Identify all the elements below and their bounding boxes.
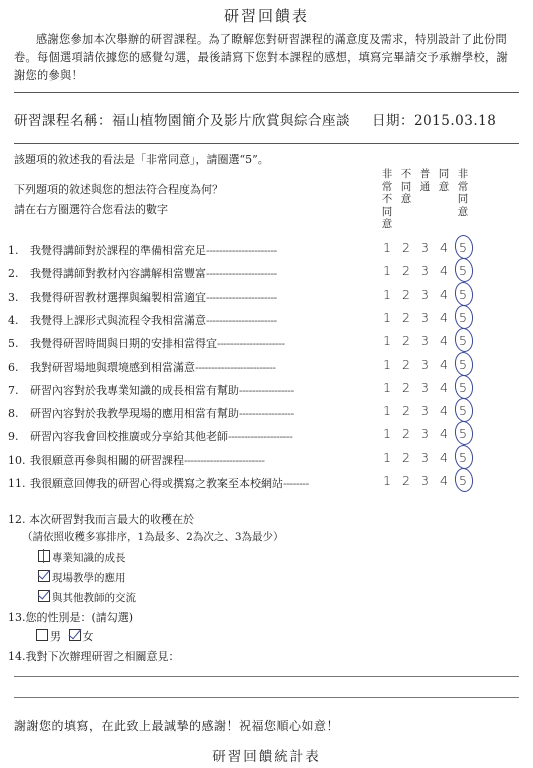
rating-option-3[interactable]: 3 bbox=[421, 240, 429, 255]
survey-row bbox=[8, 473, 508, 493]
handwritten-circle-icon bbox=[453, 327, 474, 353]
course-name: 研習課程名稱：福山植物園簡介及影片欣賞與綜合座談 bbox=[14, 113, 350, 129]
question-header bbox=[14, 180, 223, 220]
rating-option-2[interactable]: 2 bbox=[402, 333, 410, 349]
rating-option-2[interactable]: 2 bbox=[402, 263, 410, 279]
leader-dashes: -------------------- bbox=[228, 430, 293, 444]
leader-dashes: -------- bbox=[283, 477, 309, 490]
item-statement: 我覺得講師對教材內容講解相當豐富 bbox=[30, 267, 206, 281]
rating-option-2[interactable]: 2 bbox=[402, 356, 410, 372]
item-statement: 我覺得上課形式與流程令我相當滿意 bbox=[30, 313, 206, 327]
item-statement: 我覺得研習教材選擇與編製相當適宜 bbox=[30, 290, 206, 304]
course-date: 日期：2015.03.18 bbox=[372, 113, 497, 129]
rating-option-1[interactable]: 1 bbox=[383, 426, 391, 442]
handwritten-rank-mark bbox=[43, 549, 53, 563]
rating-option-5[interactable]: 5 bbox=[459, 356, 467, 372]
item-number: 7. bbox=[8, 383, 19, 397]
survey-row bbox=[8, 380, 508, 400]
q13-options bbox=[36, 628, 94, 644]
answer-line[interactable] bbox=[14, 676, 519, 677]
divider bbox=[14, 143, 519, 144]
survey-row bbox=[8, 333, 508, 353]
rating-option-3[interactable]: 3 bbox=[421, 403, 429, 419]
item-number: 6. bbox=[8, 360, 19, 374]
rating-option-2[interactable]: 2 bbox=[402, 449, 410, 465]
rating-option-1[interactable]: 1 bbox=[383, 309, 391, 325]
item-number: 4. bbox=[8, 313, 19, 327]
handwritten-circle-icon bbox=[453, 397, 474, 423]
item-statement: 我覺得研習時間與日期的安排相當得宜 bbox=[30, 337, 217, 351]
handwritten-circle-icon bbox=[453, 234, 474, 260]
q12-option-3[interactable]: 與其他教師的交流 bbox=[38, 590, 136, 605]
item-number: 11. bbox=[8, 477, 26, 490]
rating-option-1[interactable]: 1 bbox=[383, 356, 391, 372]
handwritten-circle-icon bbox=[453, 304, 474, 330]
survey-item-text bbox=[8, 359, 275, 375]
survey-item-text bbox=[8, 265, 277, 281]
rating-option-5[interactable]: 5 bbox=[459, 309, 467, 325]
leader-dashes: ------------------------- bbox=[195, 360, 276, 374]
scale-header-1: 非常不同意 bbox=[381, 168, 393, 230]
handwritten-circle-icon bbox=[453, 467, 474, 493]
rank-box[interactable] bbox=[38, 590, 50, 602]
course-info bbox=[14, 109, 496, 129]
rating-option-1[interactable]: 1 bbox=[383, 240, 391, 255]
rating-option-1[interactable]: 1 bbox=[383, 286, 391, 302]
closing-message: 謝謝您的填寫，在此致上最誠摯的感謝！祝福您順心如意！ bbox=[14, 719, 340, 733]
rating-option-3[interactable]: 3 bbox=[421, 263, 429, 279]
rating-option-3[interactable]: 3 bbox=[421, 356, 429, 372]
rating-option-5[interactable]: 5 bbox=[459, 240, 467, 255]
item-number: 8. bbox=[8, 407, 19, 421]
leader-dashes: ------------------------- bbox=[184, 453, 265, 467]
rating-option-3[interactable]: 3 bbox=[421, 449, 429, 465]
survey-item-text bbox=[8, 382, 294, 398]
survey-item-text bbox=[8, 452, 264, 468]
handwritten-circle-icon bbox=[453, 280, 474, 306]
survey-item-text bbox=[8, 289, 277, 305]
rating-option-4[interactable]: 4 bbox=[440, 263, 448, 279]
handwritten-rank-mark bbox=[38, 566, 50, 579]
rating-option-2[interactable]: 2 bbox=[402, 379, 410, 395]
answer-line[interactable] bbox=[14, 697, 519, 698]
survey-row bbox=[8, 310, 508, 330]
survey-item-text bbox=[8, 312, 277, 328]
rating-option-4[interactable]: 4 bbox=[440, 426, 448, 442]
item-statement: 研習內容我會回校推廣或分享給其他老師 bbox=[30, 430, 228, 444]
rating-option-4[interactable]: 4 bbox=[440, 379, 448, 395]
male-checkbox[interactable] bbox=[36, 629, 48, 641]
rating-option-5[interactable]: 5 bbox=[459, 403, 467, 419]
scale-header-4: 同意 bbox=[438, 168, 450, 193]
female-label: 女 bbox=[82, 630, 94, 643]
leader-dashes: --------------------- bbox=[217, 337, 285, 351]
question-header-line2: 請在右方圈選符合您看法的數字 bbox=[14, 203, 168, 216]
q12-instruction: （請依照收穫多寡排序，1為最多、2為次之、3為最少） bbox=[22, 531, 284, 543]
rating-option-1[interactable]: 1 bbox=[383, 449, 391, 465]
question-12 bbox=[8, 509, 194, 531]
rating-option-5[interactable]: 5 bbox=[459, 379, 467, 395]
survey-row bbox=[8, 357, 508, 377]
survey-item-text bbox=[8, 428, 292, 444]
item-number: 10. bbox=[8, 453, 26, 467]
rating-option-2[interactable]: 2 bbox=[402, 403, 410, 419]
survey-row bbox=[8, 403, 508, 423]
item-statement: 研習內容對於我教學現場的應用相當有幫助 bbox=[30, 407, 239, 421]
handwritten-circle-icon bbox=[453, 420, 474, 446]
q13-label: 13.您的性別是：(請勾選) bbox=[8, 611, 134, 624]
survey-row bbox=[8, 240, 508, 260]
rating-option-4[interactable]: 4 bbox=[440, 240, 448, 255]
scale-header-3: 普通 bbox=[419, 168, 431, 193]
rank-box[interactable] bbox=[38, 570, 50, 582]
item-number: 2. bbox=[8, 267, 19, 281]
item-number: 1. bbox=[8, 244, 19, 257]
leader-dashes: ---------------------- bbox=[206, 244, 277, 257]
item-number: 9. bbox=[8, 430, 19, 444]
rating-option-3[interactable]: 3 bbox=[421, 379, 429, 395]
rank-box[interactable] bbox=[38, 550, 50, 562]
survey-item-text bbox=[8, 335, 285, 351]
survey-row bbox=[8, 263, 508, 283]
rating-option-4[interactable]: 4 bbox=[440, 333, 448, 349]
item-statement: 我覺得講師對於課程的準備相當充足 bbox=[30, 244, 206, 257]
survey-item-text bbox=[8, 475, 309, 491]
checkmark-icon bbox=[68, 626, 81, 640]
survey-row bbox=[8, 426, 508, 446]
intro-paragraph: 感謝您參加本次舉辦的研習課程。為了瞭解您對研習課程的滿意度及需求，特別設計了此份問卷。每個選項請依據您的感覺勾選，最後請寫下您對本課程的感想，填寫完畢請交予承辦學校，謝謝您的參與！ bbox=[14, 33, 508, 82]
rating-option-4[interactable]: 4 bbox=[440, 403, 448, 419]
leader-dashes: ---------------------- bbox=[206, 290, 277, 304]
instruction-note: 該題項的敘述我的看法是「非常同意」，請圈選“5”。 bbox=[14, 153, 269, 166]
q14-label: 14.我對下次辦理研習之相關意見： bbox=[8, 650, 180, 663]
rating-option-2[interactable]: 2 bbox=[402, 309, 410, 325]
rating-option-4[interactable]: 4 bbox=[440, 473, 448, 488]
rating-option-5[interactable]: 5 bbox=[459, 333, 467, 349]
rating-option-4[interactable]: 4 bbox=[440, 286, 448, 302]
rating-option-2[interactable]: 2 bbox=[402, 426, 410, 442]
male-label: 男 bbox=[50, 630, 61, 643]
rating-option-4[interactable]: 4 bbox=[440, 356, 448, 372]
rating-option-4[interactable]: 4 bbox=[440, 309, 448, 325]
item-statement: 我很願意再參與相關的研習課程 bbox=[30, 453, 184, 467]
rating-option-3[interactable]: 3 bbox=[421, 426, 429, 442]
handwritten-circle-icon bbox=[453, 257, 474, 283]
survey-item-text bbox=[8, 405, 294, 421]
survey-item-text bbox=[8, 242, 277, 258]
question-header-line1: 下列題項的敘述與您的想法符合程度為何？ bbox=[14, 183, 223, 196]
rating-option-3[interactable]: 3 bbox=[421, 309, 429, 325]
rating-option-5[interactable]: 5 bbox=[459, 449, 467, 465]
item-statement: 研習內容對於我專業知識的成長相當有幫助 bbox=[30, 383, 239, 397]
handwritten-circle-icon bbox=[453, 374, 474, 400]
rating-option-1[interactable]: 1 bbox=[383, 403, 391, 419]
item-statement: 我很願意回傳我的研習心得或撰寫之教案至本校網站 bbox=[30, 477, 283, 490]
leader-dashes: ----------------- bbox=[239, 407, 294, 421]
rating-option-1[interactable]: 1 bbox=[383, 379, 391, 395]
rating-option-5[interactable]: 5 bbox=[459, 473, 467, 488]
scale-header-2: 不同意 bbox=[400, 168, 412, 205]
item-number: 3. bbox=[8, 290, 19, 304]
rating-option-4[interactable]: 4 bbox=[440, 449, 448, 465]
rating-option-1[interactable]: 1 bbox=[383, 263, 391, 279]
rating-option-3[interactable]: 3 bbox=[421, 333, 429, 349]
leader-dashes: ---------------------- bbox=[206, 313, 277, 327]
q12-option-2[interactable]: 現場教學的應用 bbox=[38, 570, 126, 585]
rating-option-2[interactable]: 2 bbox=[402, 286, 410, 302]
leader-dashes: ---------------------- bbox=[206, 267, 277, 281]
rating-option-2[interactable]: 2 bbox=[402, 240, 410, 255]
rating-option-5[interactable]: 5 bbox=[459, 263, 467, 279]
item-number: 5. bbox=[8, 337, 19, 351]
q12-label: 12. 本次研習對我而言最大的收穫在於 bbox=[8, 513, 194, 526]
scale-header-5: 非常同意 bbox=[457, 168, 469, 218]
rating-option-5[interactable]: 5 bbox=[459, 426, 467, 442]
handwritten-circle-icon bbox=[453, 444, 474, 470]
female-checkbox[interactable] bbox=[69, 629, 81, 641]
rating-option-1[interactable]: 1 bbox=[383, 333, 391, 349]
leader-dashes: ----------------- bbox=[239, 383, 294, 397]
handwritten-circle-icon bbox=[453, 350, 474, 376]
survey-row bbox=[8, 287, 508, 307]
rating-option-3[interactable]: 3 bbox=[421, 473, 429, 488]
rating-option-2[interactable]: 2 bbox=[402, 473, 410, 488]
rating-option-1[interactable]: 1 bbox=[383, 473, 391, 488]
footer-title: 研習回饋統計表 bbox=[212, 749, 321, 765]
q12-option-1[interactable]: 專業知識的成長 bbox=[38, 550, 126, 565]
handwritten-rank-mark bbox=[38, 586, 50, 599]
survey-row bbox=[8, 450, 508, 470]
divider bbox=[14, 92, 519, 93]
form-title: 研習回饋表 bbox=[223, 7, 309, 25]
item-statement: 我對研習場地與環境感到相當滿意 bbox=[30, 360, 195, 374]
rating-option-5[interactable]: 5 bbox=[459, 286, 467, 302]
rating-option-3[interactable]: 3 bbox=[421, 286, 429, 302]
